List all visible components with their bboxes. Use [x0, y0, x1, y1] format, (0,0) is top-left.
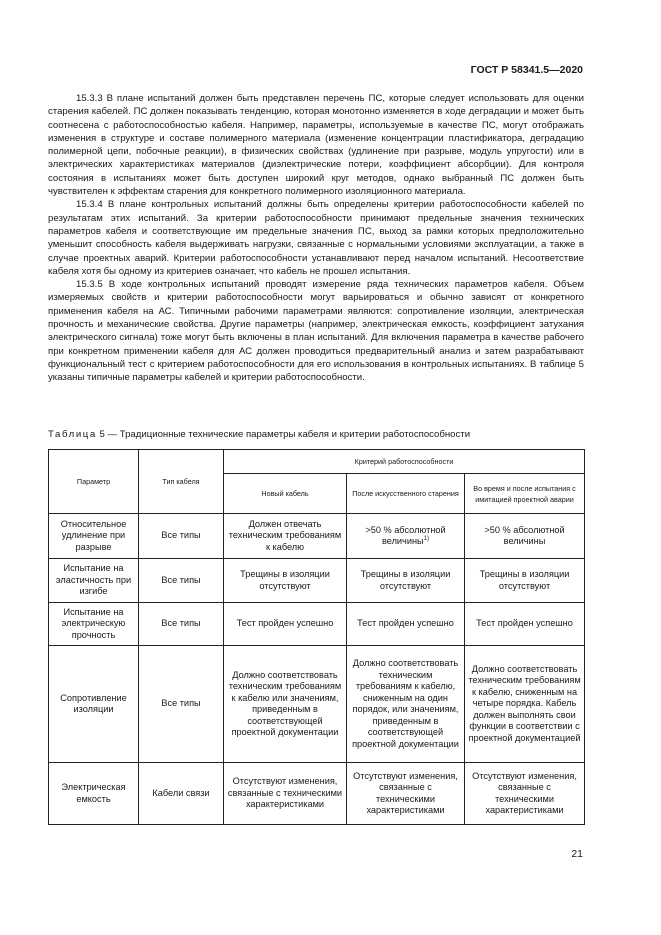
document-id: ГОСТ Р 58341.5—2020 — [470, 64, 583, 76]
cell-accident: Отсутствуют изменения, связанные с техническими характеристиками — [465, 763, 585, 825]
table-row — [49, 646, 585, 763]
cell-after-aging: >50 % абсолютной величины$^{1)}$ — [347, 514, 465, 559]
cell-new-cable: Тест пройден успешно — [224, 603, 347, 646]
cell-parameter: Испытание на эластичность при изгибе — [49, 559, 139, 603]
cell-after-aging: Отсутствуют изменения, связанные с техническими характеристиками — [347, 763, 465, 825]
cell-parameter: Испытание на электрическую прочность — [49, 603, 139, 646]
table-row — [49, 514, 585, 559]
cell-cable-type: Все типы — [139, 646, 224, 763]
cell-accident: >50 % абсолютной величины — [465, 514, 585, 559]
table-row — [49, 603, 585, 646]
body-text — [48, 92, 584, 385]
cell-cable-type: Все типы — [139, 603, 224, 646]
paragraph-15-3-5: 15.3.5 В ходе контрольных испытаний проводят измерение ряда технических параметров кабеля. Объем измеряемых свойств и критерии работоспособности могут варьироваться и обычно зависят от конкретного применения кабеля на АС. Типичными рабочими параметрами являются: сопротивление изоляции, электрическая прочность и механические свойства. Другие параметры (например, электрическая емкость, коэффициент затухания электрического сигнала) тоже могут быть включены в план испытаний. Для включения параметра в качестве рабочего при конкретном применении кабеля для АС должен проводиться предварительный анализ и затем разрабатывают функциональный тест с критерием работоспособности для его использования в контрольных испытаниях. В таблице 5 указаны типичные параметры кабелей и критерии работоспособности. — [48, 279, 584, 384]
cell-cable-type: Все типы — [139, 559, 224, 603]
cell-new-cable: Отсутствуют изменения, связанные с техническими характеристиками — [224, 763, 347, 825]
cell-parameter: Электрическая емкость — [49, 763, 139, 825]
table-caption-text: 5 — Традиционные технические параметры кабеля и критерии работоспособности — [99, 429, 471, 440]
cell-new-cable: Трещины в изоляции отсутствуют — [224, 559, 347, 603]
cell-after-aging: Тест пройден успешно — [347, 603, 465, 646]
table-row — [49, 559, 585, 603]
footnote-mark: 1) — [423, 535, 429, 542]
cell-new-cable: Должно соответствовать техническим требованиям к кабелю или значениям, приведенным в соответствующей проектной документации — [224, 646, 347, 763]
criteria-table — [48, 449, 585, 825]
cell-parameter: Сопротивление изоляции — [49, 646, 139, 763]
header-accident: Во время и после испытания с имитацией проектной аварии — [465, 474, 585, 514]
cell-after-aging: Должно соответствовать техническим требованиям к кабелю, сниженным на один порядок, или значениям, приведенным в соответствующей проектной документации — [347, 646, 465, 763]
cell-new-cable: Должен отвечать техническим требованиям к кабелю — [224, 514, 347, 559]
header-after-aging: После искусственного старения — [347, 474, 465, 514]
cell-accident: Тест пройден успешно — [465, 603, 585, 646]
header-criteria: Критерий работоспособности — [224, 450, 585, 474]
page-number: 21 — [571, 848, 583, 860]
paragraph-15-3-3: 15.3.3 В плане испытаний должен быть представлен перечень ПС, которые следует использовать для оценки старения кабелей. ПС должен показывать тенденцию, которая монотонно изменяется в ходе деградации и может быть соотнесена с работоспособностью кабеля. Например, параметры, используемые в качестве ПС, могут отображать изменения в структуре и составе полимерного материала (изменение концентрации пластификатора, деградацию полимерной цепи, побочные реакции), в физических свойствах (удлинение при разрыве, модуль упругости) или в электрических характеристиках материалов (диэлектрические потери, коэффициент абсорбции). Для контроля состояния в испытаниях может быть доступен широкий круг методов, однако выбранный ПС должен быть чувствителен к эффектам старения для конкретного полимерного изоляционного материала. — [48, 93, 584, 198]
paragraph-15-3-4: 15.3.4 В плане контрольных испытаний должны быть определены критерии работоспособности кабелей по результатам этих испытаний. За критерии работоспособности принимают предельные значения технических параметров кабеля и соответствующие им предельные значения ПС, выход за рамки которых предположительно уменьшит способность кабеля выдерживать нагрузки, связанные с нормальными условиями эксплуатации, а также в случае проектных аварий. Критерии работоспособности устанавливают перед началом испытаний. Несоответствие кабеля хотя бы одному из критериев означает, что кабель не прошел испытания. — [48, 199, 584, 277]
header-new-cable: Новый кабель — [224, 474, 347, 514]
cell-accident: Трещины в изоляции отсутствуют — [465, 559, 585, 603]
header-cable-type: Тип кабеля — [139, 450, 224, 514]
table-row — [49, 763, 585, 825]
table-caption-label: Таблица — [48, 429, 97, 440]
cell-accident: Должно соответствовать техническим требованиям к кабелю, сниженным на четыре порядка. Кабель должен выполнять свои функции в соответствии с проектной документацией — [465, 646, 585, 763]
cell-after-aging: Трещины в изоляции отсутствуют — [347, 559, 465, 603]
cell-parameter: Относительное удлинение при разрыве — [49, 514, 139, 559]
header-parameter: Параметр — [49, 450, 139, 514]
cell-cable-type: Все типы — [139, 514, 224, 559]
table-caption — [48, 429, 470, 441]
cell-cable-type: Кабели связи — [139, 763, 224, 825]
